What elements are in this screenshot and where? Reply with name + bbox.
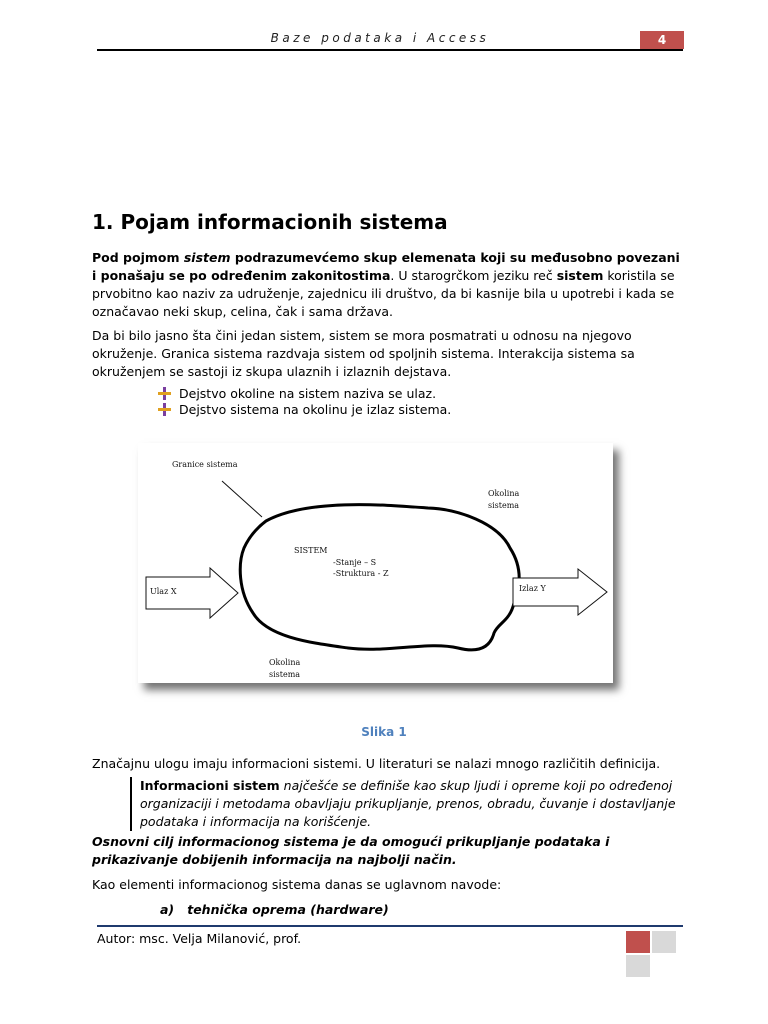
footer-decor-square bbox=[652, 931, 676, 953]
label-ulaz: Ulaz X bbox=[150, 587, 177, 596]
footer-author: Autor: msc. Velja Milanović, prof. bbox=[97, 931, 302, 946]
paragraph-goal: Osnovni cilj informacionog sistema je da omogući prikupljanje podataka i prikazivanje dobijenih informacija na najbolji način. bbox=[92, 834, 610, 867]
para1-text-2: koristila se prvobitno kao naziv za udruženje, zajednicu ili društvo, da bi kasnije bila u upotrebi i kada se označavao neki skup, celina, čak i sama država. bbox=[92, 268, 675, 319]
header-rule bbox=[97, 49, 683, 51]
label-struktura: -Struktura - Z bbox=[333, 569, 389, 578]
system-diagram-svg bbox=[138, 443, 613, 683]
label-okolina-top-2: sistema bbox=[488, 501, 520, 510]
label-okolina-bot-2: sistema bbox=[269, 670, 301, 679]
label-izlaz: Izlaz Y bbox=[519, 584, 546, 593]
bullet-icon bbox=[158, 403, 171, 416]
bullet-item-output bbox=[158, 402, 451, 418]
section-heading: 1. Pojam informacionih sistema bbox=[92, 210, 448, 234]
label-stanje: -Stanje – S bbox=[333, 558, 377, 567]
list-item bbox=[160, 902, 389, 917]
bullet-item-input bbox=[158, 386, 436, 402]
bullet-text: Dejstvo sistema na okolinu je izlaz sistema. bbox=[179, 402, 452, 417]
header-title: Baze podataka i Access bbox=[270, 31, 490, 45]
boundary-pointer-line bbox=[222, 481, 262, 517]
definition-quote bbox=[130, 777, 680, 831]
paragraph-role: Značajnu ulogu imaju informacioni sistemi. U literaturi se nalazi mnogo različitih definicija. bbox=[92, 756, 661, 771]
list-marker: a) bbox=[160, 902, 175, 917]
figure-caption: Slika 1 bbox=[361, 725, 407, 739]
quote-text: najčešće se definiše kao skup ljudi i opreme koji po određenoj organizaciji i metodama obavljaju prikupljanje, prenos, obradu, čuvanje i dostavljanje podataka i informacija na korišćenje. bbox=[140, 778, 676, 829]
footer-decor-square bbox=[626, 955, 650, 977]
quote-term: Informacioni sistem bbox=[140, 778, 280, 793]
paragraph-definition bbox=[92, 249, 682, 321]
label-okolina-bot-1: Okolina bbox=[269, 658, 301, 667]
bullet-text: Dejstvo okoline na sistem naziva se ulaz. bbox=[179, 386, 437, 401]
footer-rule bbox=[97, 925, 683, 927]
para1-bold-3: sistem bbox=[556, 268, 604, 283]
system-diagram bbox=[138, 443, 613, 683]
list-text: tehnička oprema (hardware) bbox=[187, 902, 389, 917]
para1-text-1: . U starogrčkom jeziku reč bbox=[390, 268, 557, 283]
label-sistem: SISTEM bbox=[294, 546, 328, 555]
paragraph-elements: Kao elementi informacionog sistema danas se uglavnom navode: bbox=[92, 877, 502, 892]
para1-bold-2: podrazumevćemo skup elemenata koji su međusobno povezani i ponašaju se po određenim zakonitostima bbox=[92, 250, 680, 283]
para1-bold-1: Pod pojmom bbox=[92, 250, 184, 265]
label-okolina-top-1: Okolina bbox=[488, 489, 520, 498]
footer-decor-square bbox=[626, 931, 650, 953]
bullet-icon bbox=[158, 387, 171, 400]
label-granice: Granice sistema bbox=[172, 460, 238, 469]
paragraph-environment: Da bi bilo jasno šta čini jedan sistem, sistem se mora posmatrati u odnosu na njegovo okruženje. Granica sistema razdvaja sistem od spoljnih sistema. Interakcija sistema sa okruženjem se sastoji iz skupa ulaznih i izlaznih dejstava. bbox=[92, 328, 635, 379]
page-number: 4 bbox=[640, 31, 684, 49]
para1-italic-sistem: sistem bbox=[183, 250, 231, 265]
